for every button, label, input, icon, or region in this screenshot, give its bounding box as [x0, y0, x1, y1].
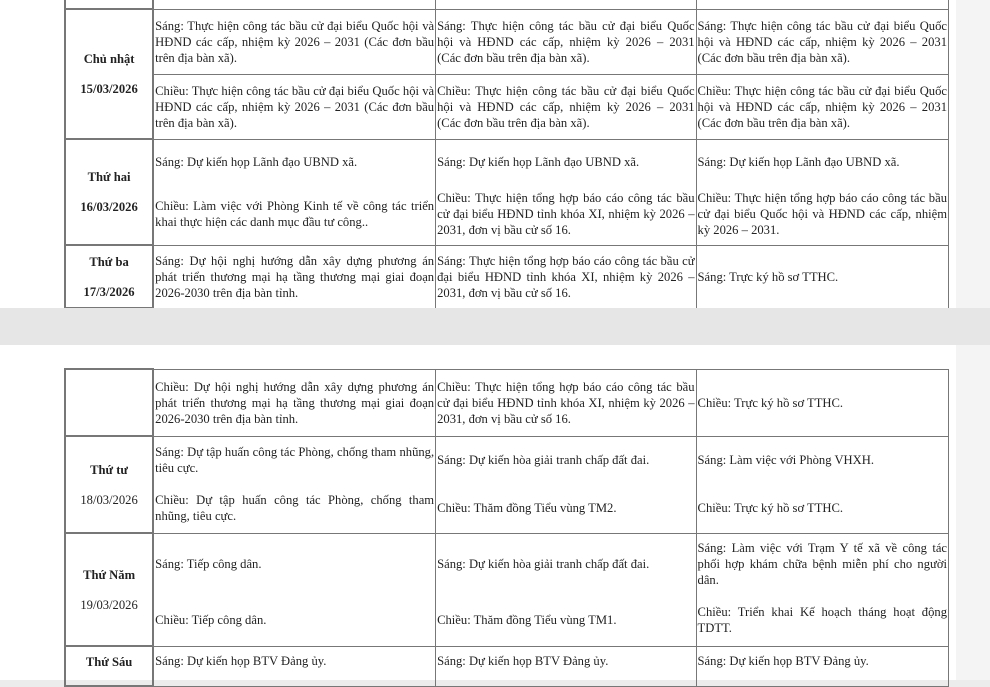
- page-break: [0, 308, 990, 345]
- day-date: 19/03/2026: [80, 597, 138, 612]
- schedule-cell: Chiều: Dự hội nghị hướng dẫn xây dựng phương án phát triển thương mại hạ tầng thương mại giai đoạn 2026-2030 trên địa bàn tỉnh.: [153, 369, 435, 436]
- schedule-cell: Sáng: Dự kiến họp Lãnh đạo UBND xã.: [696, 139, 948, 184]
- day-cell: [65, 245, 153, 308]
- schedule-cell: Chiều: Thực hiện tổng hợp báo cáo công tác bầu cử đại biểu HĐND tỉnh khóa XI, nhiệm kỳ 2026 – 2031, đơn vị bầu cử số 16.: [436, 369, 696, 436]
- table-row: [65, 595, 949, 646]
- schedule-cell: Sáng: Làm việc với Phòng VHXH.: [696, 436, 948, 484]
- schedule-cell: Chiều: Thực hiện tổng hợp báo cáo công tác bầu cử đại biểu HĐND tỉnh khóa XI, nhiệm kỳ 2026 – 2031, đơn vị bầu cử số 16.: [436, 184, 696, 245]
- table-row: [65, 139, 949, 184]
- schedule-cell: Sáng: Dự kiến họp BTV Đảng ủy.: [436, 646, 696, 686]
- table-row: [65, 245, 949, 308]
- schedule-table-page-1: [64, 0, 949, 309]
- schedule-cell: Sáng: Thực hiện công tác bầu cử đại biểu Quốc hội và HĐND các cấp, nhiệm kỳ 2026 – 2031 (Các đơn bầu trên địa bàn xã).: [436, 9, 696, 74]
- day-name: Thứ Năm: [83, 567, 136, 582]
- table-row: [65, 9, 949, 74]
- schedule-cell: Chiều: Triển khai Kế hoạch tháng hoạt động TDTT.: [696, 595, 948, 646]
- schedule-cell: Chiều: Làm việc với Phòng Kinh tế về công tác triển khai thực hiện các danh mục đầu tư công..: [153, 184, 435, 245]
- schedule-cell: Chiều: Dự tập huấn công tác Phòng, chống tham nhũng, tiêu cực.: [153, 484, 435, 533]
- table-row: [65, 74, 949, 139]
- schedule-cell: Sáng: Tiếp công dân.: [153, 533, 435, 595]
- day-name: Chủ nhật: [83, 52, 135, 66]
- day-name: Thứ Sáu: [85, 655, 133, 669]
- schedule-cell: Chiều: Thực hiện công tác bầu cử đại biểu Quốc hội và HĐND các cấp, nhiệm kỳ 2026 – 2031 (Các đơn bầu trên địa bàn xã).: [436, 74, 696, 139]
- schedule-cell: Sáng: Thực hiện công tác bầu cử đại biểu Quốc hội và HĐND các cấp, nhiệm kỳ 2026 – 2031 (Các đơn bầu trên địa bàn xã).: [696, 9, 948, 74]
- schedule-cell: Chiều: Trực ký hồ sơ TTHC.: [696, 484, 948, 533]
- schedule-cell: Chiều: Thực hiện công tác bầu cử đại biểu Quốc hội và HĐND các cấp, nhiệm kỳ 2026 – 2031 (Các đơn bầu trên địa bàn xã).: [696, 74, 948, 139]
- document-page-2: [0, 345, 990, 680]
- day-date: 15/03/2026: [80, 82, 138, 96]
- day-name: Thứ hai: [87, 170, 131, 184]
- schedule-cell: Sáng: Thực hiện công tác bầu cử đại biểu Quốc hội và HĐND các cấp, nhiệm kỳ 2026 – 2031 (Các đơn bầu trên địa bàn xã).: [153, 9, 435, 74]
- schedule-cell: Chiều: Trực ký hồ sơ TTHC.: [696, 369, 948, 436]
- document-page-1: [0, 0, 990, 308]
- day-cell: [65, 369, 153, 436]
- schedule-cell: Sáng: Dự kiến hòa giải tranh chấp đất đai.: [436, 533, 696, 595]
- day-cell: [65, 139, 153, 245]
- table-row: [65, 484, 949, 533]
- schedule-cell: Sáng: Dự hội nghị hướng dẫn xây dựng phương án phát triển thương mại hạ tầng thương mại giai đoạn 2026-2030 trên địa bàn tỉnh.: [153, 245, 435, 308]
- table-row: [65, 533, 949, 595]
- day-cell: [65, 533, 153, 646]
- day-date: 18/03/2026: [80, 492, 138, 507]
- schedule-table-page-2: [64, 368, 949, 687]
- schedule-cell: Chiều: Tiếp công dân.: [153, 595, 435, 646]
- day-date: 17/3/2026: [83, 284, 135, 299]
- page-margin: [956, 0, 990, 308]
- table-row: [65, 646, 949, 686]
- page-margin: [956, 345, 990, 680]
- schedule-cell: Sáng: Dự tập huấn công tác Phòng, chống tham nhũng, tiêu cực.: [153, 436, 435, 484]
- schedule-cell: Sáng: Dự kiến họp Lãnh đạo UBND xã.: [436, 139, 696, 184]
- schedule-cell: Chiều: Thực hiện tổng hợp báo cáo công tác bầu cử đại biểu Quốc hội và HĐND các cấp, nhiệm kỳ 2026 – 2031.: [696, 184, 948, 245]
- table-row: [65, 369, 949, 436]
- table-row: [65, 0, 949, 9]
- schedule-cell: Sáng: Trực ký hồ sơ TTHC.: [696, 245, 948, 308]
- schedule-cell: Sáng: Dự kiến họp BTV Đảng ủy.: [696, 646, 948, 686]
- day-name: Thứ tư: [90, 462, 128, 477]
- schedule-cell: Chiều: Thực hiện công tác bầu cử đại biểu Quốc hội và HĐND các cấp, nhiệm kỳ 2026 – 2031 (Các đơn bầu trên địa bàn xã).: [153, 74, 435, 139]
- day-cell: [65, 9, 153, 139]
- schedule-cell: Sáng: Dự kiến họp BTV Đảng ủy.: [153, 646, 435, 686]
- schedule-cell: Sáng: Dự kiến họp Lãnh đạo UBND xã.: [153, 139, 435, 184]
- day-date: 16/03/2026: [80, 200, 138, 214]
- schedule-cell: Chiều: Thăm đồng Tiểu vùng TM1.: [436, 595, 696, 646]
- schedule-cell: Sáng: Dự kiến hòa giải tranh chấp đất đai.: [436, 436, 696, 484]
- schedule-cell: Sáng: Làm việc với Trạm Y tế xã về công tác phối hợp khám chữa bệnh miễn phí cho người dân.: [696, 533, 948, 595]
- day-cell: [65, 436, 153, 533]
- table-row: [65, 184, 949, 245]
- schedule-cell: Chiều: Thăm đồng Tiểu vùng TM2.: [436, 484, 696, 533]
- schedule-cell: Sáng: Thực hiện tổng hợp báo cáo công tác bầu cử đại biểu HĐND tỉnh khóa XI, nhiệm kỳ 2026 – 2031, đơn vị bầu cử số 16.: [436, 245, 696, 308]
- table-row: [65, 436, 949, 484]
- day-cell: [65, 646, 153, 686]
- day-name: Thứ ba: [89, 254, 129, 269]
